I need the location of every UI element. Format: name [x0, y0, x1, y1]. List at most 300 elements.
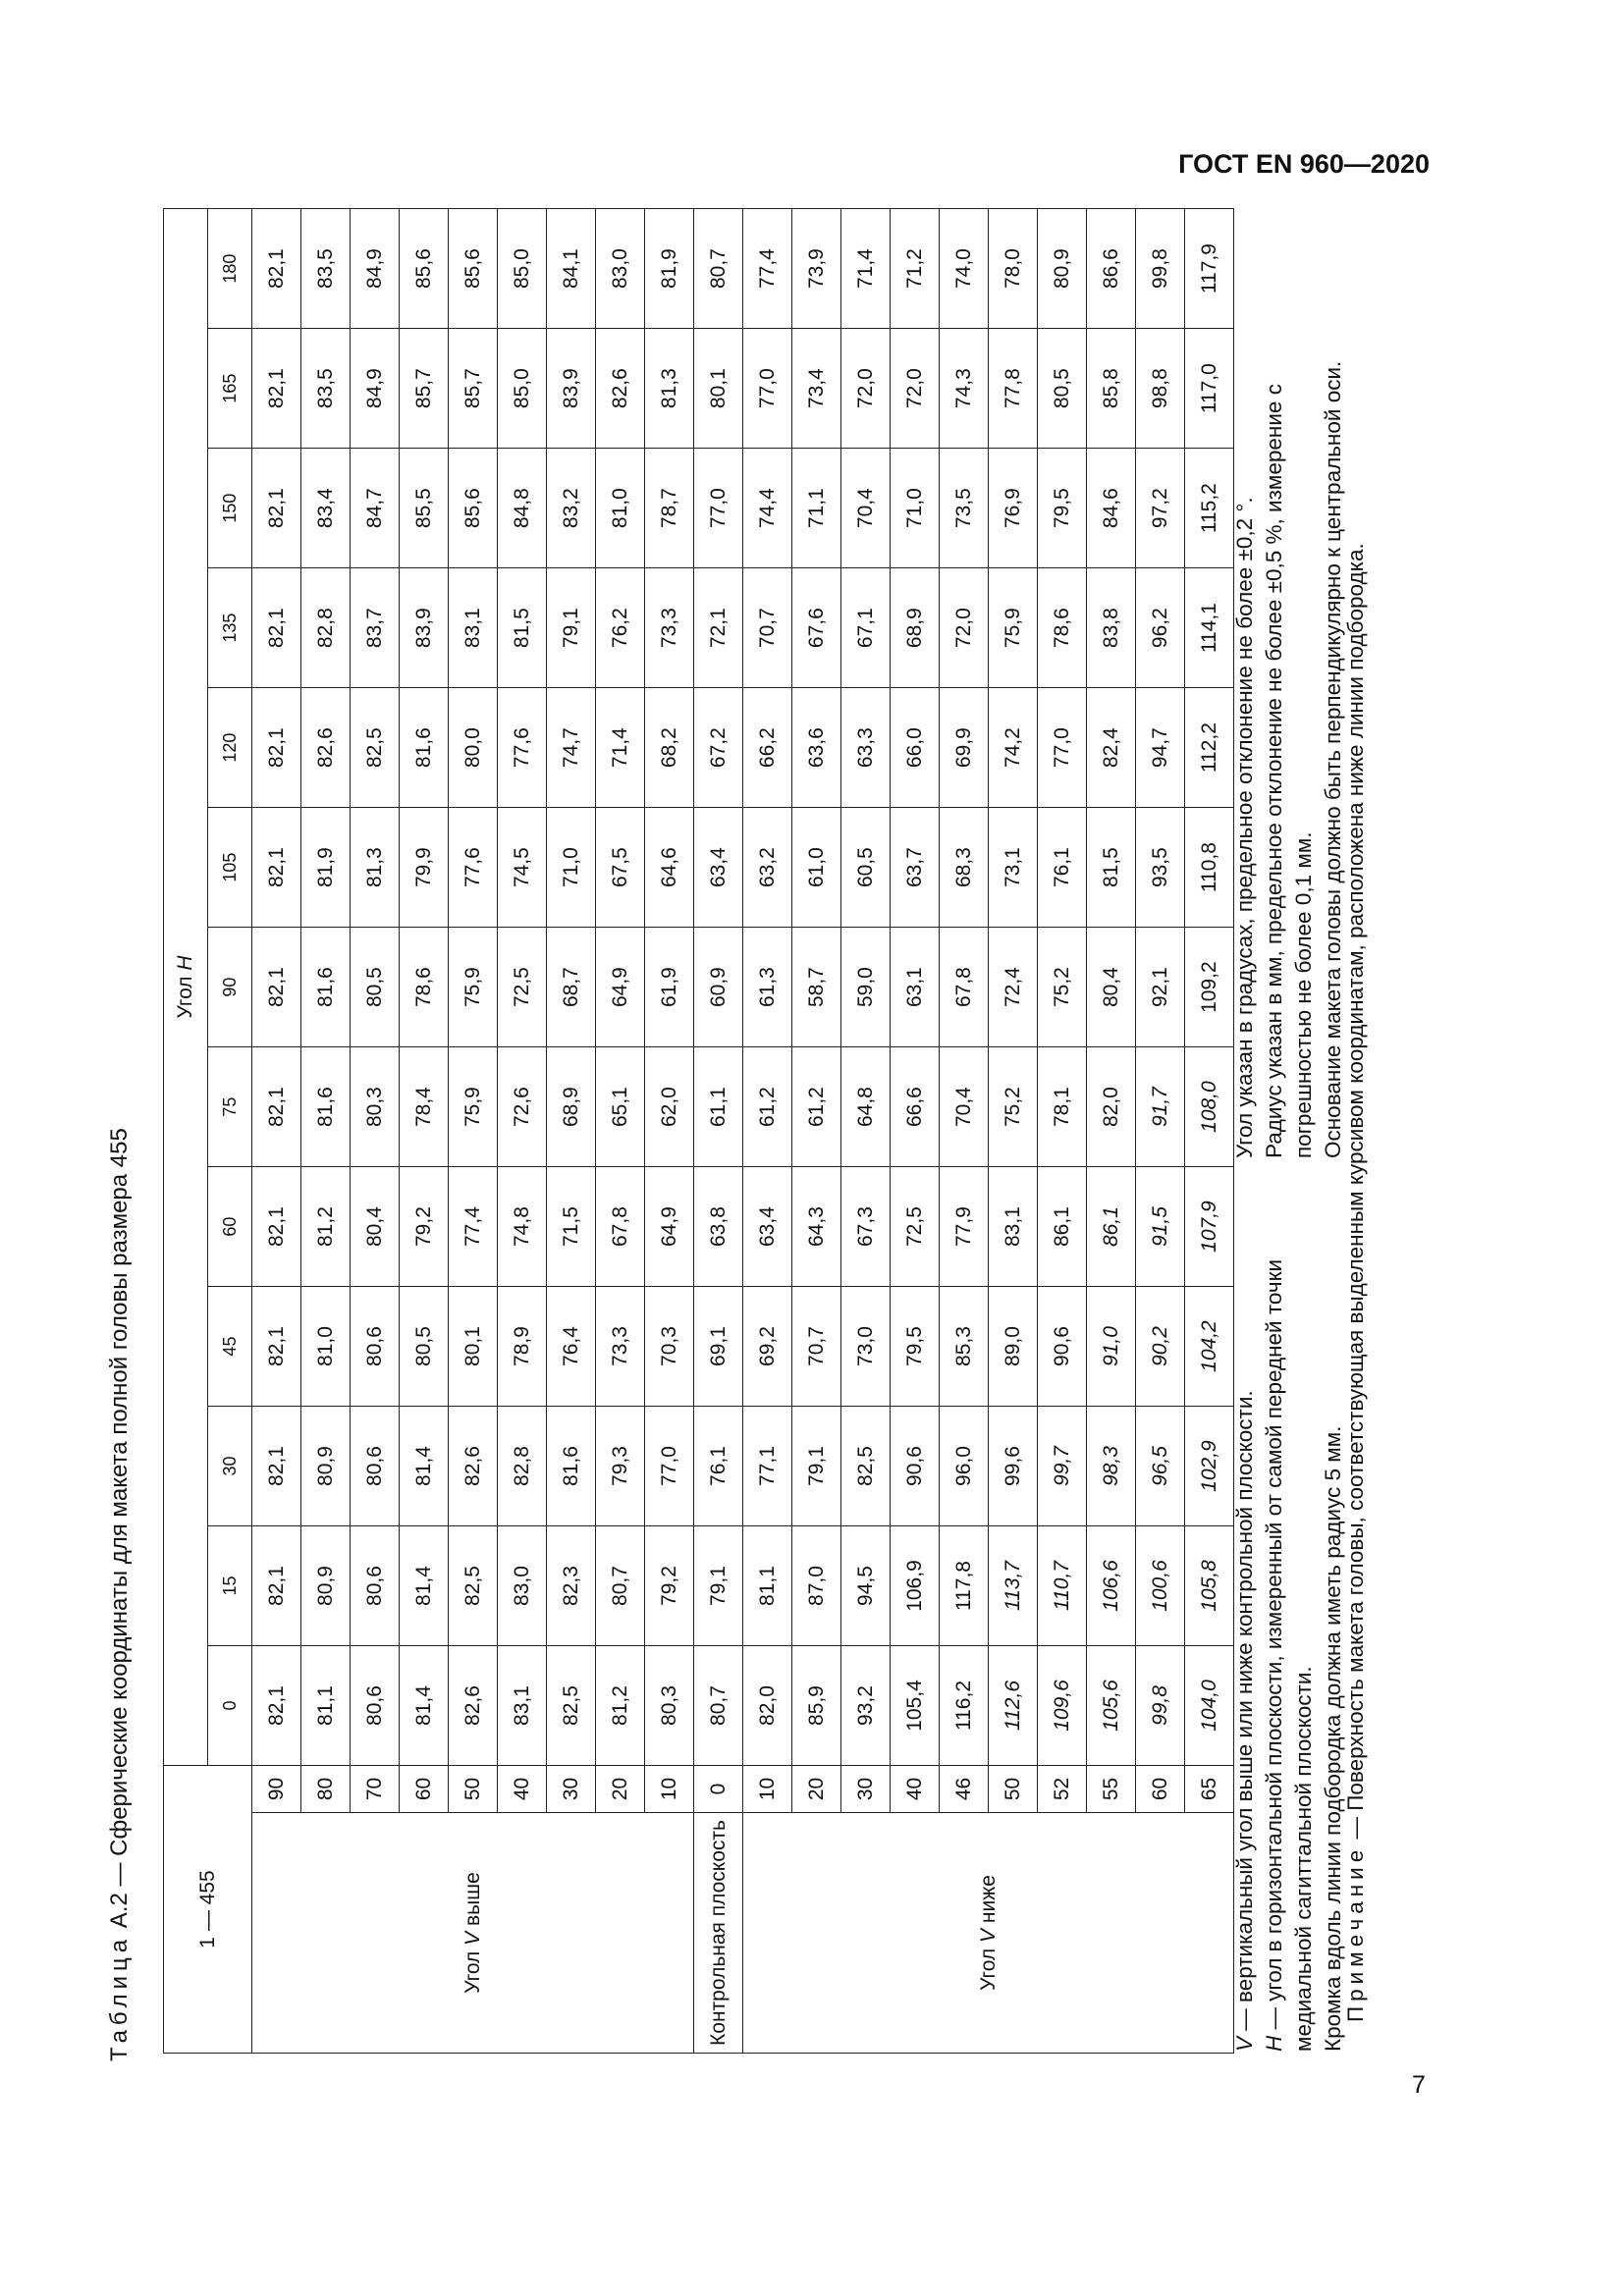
value-cell: 99,8	[1136, 1646, 1185, 1766]
italic-note	[1343, 543, 1369, 2022]
value-cell: 80,7	[596, 1526, 645, 1646]
value-cell: 69,9	[940, 688, 989, 808]
value-cell: 67,1	[841, 568, 891, 688]
table-row	[841, 209, 891, 2054]
table-row	[1087, 209, 1136, 2054]
value-cell: 63,7	[891, 808, 940, 928]
value-cell: 80,6	[351, 1287, 400, 1407]
value-cell: 77,6	[498, 688, 547, 808]
value-cell: 75,2	[1038, 928, 1087, 1047]
value-cell: 81,6	[547, 1407, 596, 1526]
value-cell: 75,9	[989, 568, 1038, 688]
value-cell: 77,0	[743, 329, 792, 449]
value-cell: 110,7	[1038, 1526, 1087, 1646]
value-cell: 73,4	[792, 329, 841, 449]
h-angle-header: 180	[208, 209, 252, 329]
value-cell: 77,9	[940, 1167, 989, 1287]
value-cell: 65,1	[596, 1047, 645, 1167]
value-cell: 90,6	[891, 1407, 940, 1526]
caption-prefix: Таблица	[106, 1934, 133, 2061]
group-label-lower	[743, 1813, 1234, 2054]
value-cell: 72,1	[694, 568, 743, 688]
value-cell: 67,6	[792, 568, 841, 688]
value-cell: 85,0	[498, 329, 547, 449]
value-cell: 82,6	[449, 1407, 498, 1526]
group-label-lower-letter: V	[976, 1928, 1000, 1943]
value-cell: 85,6	[400, 209, 449, 329]
value-cell: 91,0	[1087, 1287, 1136, 1407]
value-cell: 117,0	[1185, 329, 1234, 449]
value-cell: 85,7	[400, 329, 449, 449]
v-angle-cell: 52	[1038, 1765, 1087, 1812]
value-cell: 109,6	[1038, 1646, 1087, 1766]
value-cell: 70,3	[645, 1287, 694, 1407]
value-cell: 80,0	[449, 688, 498, 808]
h-angle-header: 105	[208, 808, 252, 928]
v-angle-cell: 80	[301, 1765, 351, 1812]
value-cell: 61,1	[694, 1047, 743, 1167]
value-cell: 94,5	[841, 1526, 891, 1646]
value-cell: 80,6	[351, 1526, 400, 1646]
value-cell: 73,3	[645, 568, 694, 688]
h-angle-header: 135	[208, 568, 252, 688]
value-cell: 82,5	[547, 1646, 596, 1766]
group-label-upper-word: Угол	[460, 1945, 484, 1994]
note-angle: Угол указан в градусах, предельное отклонение не более ±0,2 °.	[1232, 497, 1257, 1158]
value-cell: 82,1	[252, 1167, 301, 1287]
value-cell: 80,4	[1087, 928, 1136, 1047]
value-cell: 81,9	[645, 209, 694, 329]
v-angle-cell: 30	[547, 1765, 596, 1812]
value-cell: 83,9	[547, 329, 596, 449]
value-cell: 74,4	[743, 449, 792, 568]
value-cell: 90,6	[1038, 1287, 1087, 1407]
value-cell: 66,6	[891, 1047, 940, 1167]
value-cell: 84,1	[547, 209, 596, 329]
table-caption	[106, 1128, 134, 2061]
value-cell: 82,8	[498, 1407, 547, 1526]
value-cell: 72,0	[891, 329, 940, 449]
value-cell: 99,6	[989, 1407, 1038, 1526]
h-angle-header: 15	[208, 1526, 252, 1646]
value-cell: 81,3	[351, 808, 400, 928]
value-cell: 85,3	[940, 1287, 989, 1407]
h-group-word: Угол	[174, 970, 196, 1019]
value-cell: 81,6	[301, 928, 351, 1047]
value-cell: 82,6	[449, 1646, 498, 1766]
value-cell: 82,1	[252, 329, 301, 449]
value-cell: 82,1	[252, 1526, 301, 1646]
v-angle-cell: 70	[351, 1765, 400, 1812]
value-cell: 98,8	[1136, 329, 1185, 449]
group-label-upper-word2: выше	[460, 1872, 484, 1932]
value-cell: 78,6	[1038, 568, 1087, 688]
value-cell: 96,2	[1136, 568, 1185, 688]
table-row	[891, 209, 940, 2054]
value-cell: 114,1	[1185, 568, 1234, 688]
note-v-text: — вертикальный угол выше или ниже контрольной плоскости.	[1232, 1390, 1257, 2037]
value-cell: 87,0	[792, 1526, 841, 1646]
value-cell: 64,9	[645, 1167, 694, 1287]
value-cell: 81,4	[400, 1646, 449, 1766]
value-cell: 80,3	[645, 1646, 694, 1766]
value-cell: 72,5	[498, 928, 547, 1047]
value-cell: 68,9	[891, 568, 940, 688]
value-cell: 59,0	[841, 928, 891, 1047]
value-cell: 82,1	[252, 568, 301, 688]
value-cell: 80,9	[301, 1407, 351, 1526]
note-h-text-1: — угол в горизонтальной плоскости, измеренный от самой передней точки	[1262, 1258, 1286, 2036]
value-cell: 73,3	[596, 1287, 645, 1407]
value-cell: 74,8	[498, 1167, 547, 1287]
table-row	[301, 209, 351, 2054]
value-cell: 86,1	[1038, 1167, 1087, 1287]
value-cell: 100,6	[1136, 1526, 1185, 1646]
value-cell: 84,6	[1087, 449, 1136, 568]
value-cell: 80,9	[1038, 209, 1087, 329]
value-cell: 63,6	[792, 688, 841, 808]
v-angle-cell: 90	[252, 1765, 301, 1812]
value-cell: 72,0	[841, 329, 891, 449]
value-cell: 86,6	[1087, 209, 1136, 329]
value-cell: 74,0	[940, 209, 989, 329]
value-cell: 68,7	[547, 928, 596, 1047]
value-cell: 90,2	[1136, 1287, 1185, 1407]
value-cell: 77,0	[645, 1407, 694, 1526]
value-cell: 94,7	[1136, 688, 1185, 808]
value-cell: 80,5	[1038, 329, 1087, 449]
value-cell: 82,5	[841, 1407, 891, 1526]
value-cell: 91,5	[1136, 1167, 1185, 1287]
value-cell: 83,0	[498, 1526, 547, 1646]
v-angle-cell: 46	[940, 1765, 989, 1812]
value-cell: 61,3	[743, 928, 792, 1047]
value-cell: 67,8	[596, 1167, 645, 1287]
value-cell: 84,8	[498, 449, 547, 568]
value-cell: 99,8	[1136, 209, 1185, 329]
note-radius-1: Радиус указан в мм, предельное отклонение не более ±0,5 %, измерение с	[1262, 384, 1286, 1158]
value-cell: 83,5	[301, 329, 351, 449]
value-cell: 68,3	[940, 808, 989, 928]
value-cell: 71,4	[841, 209, 891, 329]
table-row	[1136, 209, 1185, 2054]
value-cell: 85,8	[1087, 329, 1136, 449]
value-cell: 81,1	[301, 1646, 351, 1766]
value-cell: 73,1	[989, 808, 1038, 928]
value-cell: 93,5	[1136, 808, 1185, 928]
value-cell: 78,6	[400, 928, 449, 1047]
value-cell: 77,1	[743, 1407, 792, 1526]
value-cell: 104,0	[1185, 1646, 1234, 1766]
value-cell: 63,2	[743, 808, 792, 928]
value-cell: 83,7	[351, 568, 400, 688]
value-cell: 82,5	[449, 1526, 498, 1646]
v-angle-cell: 65	[1185, 1765, 1234, 1812]
note-h-definition: H — угол в горизонтальной плоскости, измеренный от самой передней точки	[1262, 1258, 1286, 2052]
value-cell: 80,4	[351, 1167, 400, 1287]
group-label-lower-word: Угол	[976, 1943, 1000, 1991]
value-cell: 77,0	[694, 449, 743, 568]
value-cell: 76,4	[547, 1287, 596, 1407]
value-cell: 63,8	[694, 1167, 743, 1287]
value-cell: 82,1	[252, 1646, 301, 1766]
value-cell: 84,9	[351, 329, 400, 449]
value-cell: 75,9	[449, 928, 498, 1047]
value-cell: 80,6	[351, 1407, 400, 1526]
value-cell: 79,3	[596, 1407, 645, 1526]
value-cell: 75,9	[449, 1047, 498, 1167]
v-angle-cell: 20	[596, 1765, 645, 1812]
value-cell: 96,5	[1136, 1407, 1185, 1526]
value-cell: 81,6	[301, 1047, 351, 1167]
value-cell: 85,6	[449, 449, 498, 568]
value-cell: 83,8	[1087, 568, 1136, 688]
h-angle-header: 60	[208, 1167, 252, 1287]
value-cell: 80,6	[351, 1646, 400, 1766]
value-cell: 116,2	[940, 1646, 989, 1766]
value-cell: 79,9	[400, 808, 449, 928]
value-cell: 64,9	[596, 928, 645, 1047]
value-cell: 112,6	[989, 1646, 1038, 1766]
notes-right	[1230, 196, 1348, 1158]
table-row	[792, 209, 841, 2054]
value-cell: 82,0	[743, 1646, 792, 1766]
value-cell: 73,9	[792, 209, 841, 329]
value-cell: 78,4	[400, 1047, 449, 1167]
value-cell: 81,2	[596, 1646, 645, 1766]
value-cell: 72,4	[989, 928, 1038, 1047]
v-angle-cell: 40	[891, 1765, 940, 1812]
h-group-letter: H	[174, 955, 196, 971]
value-cell: 84,7	[351, 449, 400, 568]
value-cell: 68,2	[645, 688, 694, 808]
h-angle-header: 165	[208, 329, 252, 449]
value-cell: 81,0	[596, 449, 645, 568]
h-angle-group-label	[164, 209, 208, 1766]
v-angle-cell: 20	[792, 1765, 841, 1812]
v-angle-cell: 55	[1087, 1765, 1136, 1812]
value-cell: 80,1	[449, 1287, 498, 1407]
value-cell: 70,7	[743, 568, 792, 688]
coordinates-table	[163, 208, 1234, 2054]
value-cell: 82,1	[252, 928, 301, 1047]
value-cell: 72,6	[498, 1047, 547, 1167]
note-chin-edge: Кромка вдоль линии подбородка должна иметь радиус 5 мм.	[1321, 1425, 1345, 2052]
value-cell: 73,5	[940, 449, 989, 568]
value-cell: 83,0	[596, 209, 645, 329]
value-cell: 75,2	[989, 1047, 1038, 1167]
value-cell: 106,6	[1087, 1526, 1136, 1646]
value-cell: 76,9	[989, 449, 1038, 568]
value-cell: 66,0	[891, 688, 940, 808]
value-cell: 63,3	[841, 688, 891, 808]
value-cell: 79,1	[694, 1526, 743, 1646]
h-angle-header: 0	[208, 1646, 252, 1766]
value-cell: 70,7	[792, 1287, 841, 1407]
value-cell: 107,9	[1185, 1167, 1234, 1287]
value-cell: 72,0	[940, 568, 989, 688]
value-cell: 108,0	[1185, 1047, 1234, 1167]
v-angle-cell: 10	[645, 1765, 694, 1812]
value-cell: 79,1	[547, 568, 596, 688]
value-cell: 80,3	[351, 1047, 400, 1167]
table-row	[400, 209, 449, 2054]
table-row	[940, 209, 989, 2054]
value-cell: 68,9	[547, 1047, 596, 1167]
value-cell: 69,2	[743, 1287, 792, 1407]
table-row	[547, 209, 596, 2054]
value-cell: 105,6	[1087, 1646, 1136, 1766]
table-row	[989, 209, 1038, 2054]
value-cell: 97,2	[1136, 449, 1185, 568]
value-cell: 83,2	[547, 449, 596, 568]
value-cell: 76,2	[596, 568, 645, 688]
value-cell: 67,5	[596, 808, 645, 928]
h-angle-header: 45	[208, 1287, 252, 1407]
v-angle-cell: 0	[694, 1765, 743, 1812]
value-cell: 79,2	[645, 1526, 694, 1646]
value-cell: 67,2	[694, 688, 743, 808]
h-angle-header: 120	[208, 688, 252, 808]
standard-designation: ГОСТ EN 960—2020	[1178, 149, 1430, 179]
value-cell: 63,1	[891, 928, 940, 1047]
value-cell: 82,4	[1087, 688, 1136, 808]
value-cell: 82,1	[252, 1407, 301, 1526]
value-cell: 82,1	[252, 209, 301, 329]
value-cell: 105,8	[1185, 1526, 1234, 1646]
value-cell: 81,0	[301, 1287, 351, 1407]
value-cell: 73,0	[841, 1287, 891, 1407]
value-cell: 79,5	[1038, 449, 1087, 568]
value-cell: 71,0	[891, 449, 940, 568]
value-cell: 69,1	[694, 1287, 743, 1407]
value-cell: 104,2	[1185, 1287, 1234, 1407]
value-cell: 82,6	[596, 329, 645, 449]
table-row	[743, 209, 792, 2054]
v-angle-cell: 10	[743, 1765, 792, 1812]
value-cell: 74,3	[940, 329, 989, 449]
value-cell: 72,5	[891, 1167, 940, 1287]
v-angle-cell: 50	[989, 1765, 1038, 1812]
value-cell: 80,5	[400, 1287, 449, 1407]
value-cell: 74,5	[498, 808, 547, 928]
value-cell: 61,2	[743, 1047, 792, 1167]
value-cell: 82,0	[1087, 1047, 1136, 1167]
table-row	[351, 209, 400, 2054]
value-cell: 71,0	[547, 808, 596, 928]
notes-left	[1230, 1070, 1348, 2052]
value-cell: 77,6	[449, 808, 498, 928]
v-angle-cell: 50	[449, 1765, 498, 1812]
note-text: — Поверхность макета головы, соответствующая выделенным курсивом координатам, расположена ниже линии подбородка.	[1343, 543, 1368, 1845]
value-cell: 77,4	[449, 1167, 498, 1287]
table-row	[645, 209, 694, 2054]
value-cell: 64,8	[841, 1047, 891, 1167]
value-cell: 77,0	[1038, 688, 1087, 808]
value-cell: 117,8	[940, 1526, 989, 1646]
value-cell: 81,5	[498, 568, 547, 688]
value-cell: 60,9	[694, 928, 743, 1047]
value-cell: 80,5	[351, 928, 400, 1047]
value-cell: 74,2	[989, 688, 1038, 808]
value-cell: 76,1	[1038, 808, 1087, 928]
value-cell: 83,9	[400, 568, 449, 688]
value-cell: 80,7	[694, 209, 743, 329]
value-cell: 79,1	[792, 1407, 841, 1526]
h-angle-header: 75	[208, 1047, 252, 1167]
group-label-lower-word2: ниже	[976, 1875, 1000, 1929]
value-cell: 82,5	[351, 688, 400, 808]
value-cell: 83,4	[301, 449, 351, 568]
value-cell: 84,9	[351, 209, 400, 329]
value-cell: 67,3	[841, 1167, 891, 1287]
value-cell: 109,2	[1185, 928, 1234, 1047]
value-cell: 80,9	[301, 1526, 351, 1646]
note-radius-2: погрешностью не более 0,1 мм.	[1291, 831, 1316, 1158]
note-v-definition: V — вертикальный угол выше или ниже контрольной плоскости.	[1232, 1390, 1257, 2052]
rotated-table-block	[106, 196, 1422, 2061]
value-cell: 117,9	[1185, 209, 1234, 329]
value-cell: 67,8	[940, 928, 989, 1047]
value-cell: 113,7	[989, 1526, 1038, 1646]
group-label-reference: Контрольная плоскость	[694, 1813, 743, 2054]
value-cell: 74,7	[547, 688, 596, 808]
value-cell: 91,7	[1136, 1047, 1185, 1167]
value-cell: 83,5	[301, 209, 351, 329]
value-cell: 81,9	[301, 808, 351, 928]
value-cell: 63,4	[743, 1167, 792, 1287]
value-cell: 80,7	[694, 1646, 743, 1766]
value-cell: 81,4	[400, 1526, 449, 1646]
value-cell: 77,4	[743, 209, 792, 329]
value-cell: 81,6	[400, 688, 449, 808]
value-cell: 60,5	[841, 808, 891, 928]
value-cell: 64,3	[792, 1167, 841, 1287]
table-row	[449, 209, 498, 2054]
value-cell: 81,5	[1087, 808, 1136, 928]
h-angle-header: 150	[208, 449, 252, 568]
page-number: 7	[1412, 2071, 1426, 2099]
value-cell: 83,1	[498, 1646, 547, 1766]
value-cell: 82,6	[301, 688, 351, 808]
group-label-upper	[252, 1813, 694, 2054]
value-cell: 71,1	[792, 449, 841, 568]
value-cell: 82,3	[547, 1526, 596, 1646]
value-cell: 82,1	[252, 808, 301, 928]
table-row	[252, 209, 301, 2054]
value-cell: 82,1	[252, 449, 301, 568]
value-cell: 82,1	[252, 1287, 301, 1407]
value-cell: 62,0	[645, 1047, 694, 1167]
table-row	[596, 209, 645, 2054]
value-cell: 89,0	[989, 1287, 1038, 1407]
value-cell: 82,1	[252, 1047, 301, 1167]
value-cell: 82,1	[252, 688, 301, 808]
value-cell: 83,1	[989, 1167, 1038, 1287]
group-label-upper-letter: V	[460, 1931, 484, 1946]
value-cell: 71,5	[547, 1167, 596, 1287]
value-cell: 102,9	[1185, 1407, 1234, 1526]
value-cell: 92,1	[1136, 928, 1185, 1047]
value-cell: 81,2	[301, 1167, 351, 1287]
v-angle-cell: 40	[498, 1765, 547, 1812]
note-h-definition-2: медиальной сагиттальной плоскости.	[1291, 1666, 1316, 2052]
value-cell: 78,0	[989, 209, 1038, 329]
value-cell: 61,2	[792, 1047, 841, 1167]
value-cell: 80,1	[694, 329, 743, 449]
value-cell: 105,4	[891, 1646, 940, 1766]
note-label: Примечание	[1343, 1844, 1368, 2022]
